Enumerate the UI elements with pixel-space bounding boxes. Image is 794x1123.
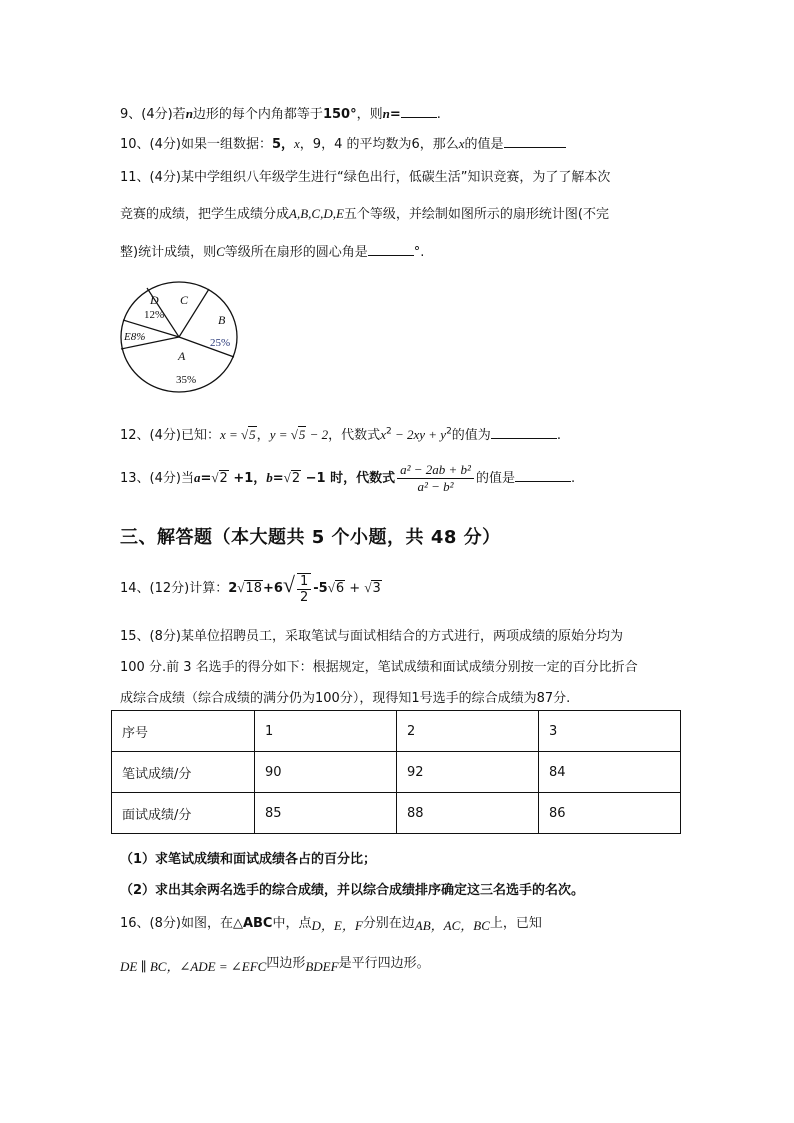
pie-label-a: A: [178, 349, 186, 363]
question-15-line3: [120, 687, 570, 706]
table-cell: 86: [538, 793, 680, 834]
answer-blank[interactable]: [504, 135, 566, 148]
answer-blank[interactable]: [491, 426, 557, 439]
pie-value-d: 12%: [144, 309, 165, 321]
q11-c: C: [216, 244, 225, 259]
question-9: [120, 103, 441, 122]
q14-m5: -5: [313, 581, 328, 596]
answer-blank[interactable]: [401, 105, 437, 118]
q12-comma: ，: [256, 428, 270, 443]
q16-mid: 中，点: [272, 916, 312, 931]
q13-prefix: 13、(4分)当: [120, 471, 194, 486]
question-13: 13、(4分)当a=√2 +1，b=√2 −1 时，代数式 $\frac{\text{a² − 2ab + b²}}{\text{a² − b²}}$ 的值是 .: [120, 462, 576, 494]
fraction-half: $\frac{1}{2}$: [297, 573, 311, 605]
q16-mid2: 分别在边: [362, 916, 415, 931]
question-10: [120, 133, 566, 152]
score-table: [111, 710, 681, 834]
question-15-line1: [120, 625, 623, 644]
q15-line3: 成综合成绩（综合成绩的满分仍为100分），现得知1号选手的综合成绩为87分.: [120, 691, 571, 706]
q13-eqa: =: [200, 471, 212, 486]
q16-bdef: BDEF: [305, 959, 339, 974]
question-11-line2: [120, 203, 609, 222]
pie-value-a: 35%: [176, 374, 197, 386]
q15-line2: 100 分.前 3 名选手的得分如下：根据规定，笔试成绩和面试成绩分别按一定的百分比折合: [120, 660, 638, 675]
sqrt-2b: √2: [283, 470, 301, 486]
sqrt-18: √18: [237, 580, 262, 596]
table-row: [112, 793, 681, 834]
q13-minus1: −1 时，代数式: [301, 471, 396, 486]
table-cell: 3: [538, 711, 680, 752]
sqrt-6: √6: [327, 580, 345, 596]
fraction: $\frac{\text{a² − 2ab + b²}}{\text{a² − b²}}$: [397, 462, 474, 495]
q15-sub1: （1）求笔试成绩和面试成绩各占的百分比；: [120, 852, 377, 867]
q10-nums: 5，: [271, 137, 295, 152]
table-cell: 90: [254, 752, 396, 793]
q16-pts: D，E，F: [311, 918, 363, 933]
question-15-line2: [120, 656, 638, 675]
q13-b: b: [266, 470, 273, 485]
question-15-sub1: [120, 848, 376, 867]
q13-plus1: +1，: [228, 471, 267, 486]
q12-x: x: [219, 427, 226, 442]
question-16-line1: [120, 912, 542, 931]
pie-label-c: C: [180, 293, 189, 307]
q14-prefix: 14、(12分)计算：: [120, 581, 229, 596]
question-15-sub2: [120, 879, 584, 898]
answer-blank[interactable]: [368, 243, 414, 256]
q12-eq1: =: [225, 427, 242, 442]
q16-sides: AB，AC，BC: [414, 918, 490, 933]
q16-quad: 四边形: [266, 956, 306, 971]
q10-x: x: [294, 136, 300, 151]
q16-tri: △ABC: [232, 916, 273, 931]
q9-n: n: [185, 106, 193, 121]
sqrt-2: √2: [211, 470, 228, 486]
q9-eq: =: [389, 107, 401, 122]
question-11-line3: [120, 241, 424, 260]
sqrt-5: √5: [241, 427, 256, 442]
q9-n2: n: [382, 106, 390, 121]
q16-cond: DE ∥ BC，∠ADE = ∠EFC: [120, 959, 267, 974]
q14-t1: 2: [228, 581, 238, 596]
question-14: 14、(12分)计算：2√18+6√ $\frac{1}{2}$ -5√6 + √3: [120, 572, 381, 605]
q10-x2: x: [458, 136, 465, 151]
q13-a: a: [193, 470, 201, 485]
q14-plus: +6: [262, 581, 283, 596]
q12-eq2: =: [275, 427, 291, 442]
table-cell: 88: [396, 793, 538, 834]
pie-label-b: B: [218, 313, 226, 327]
q12-mid: ，代数式: [328, 428, 381, 443]
q11-line1: 11、(4分)某中学组织八年级学生进行“绿色出行，低碳生活”知识竞赛，为了了解本次: [120, 170, 611, 185]
q14-plus2: +: [345, 581, 365, 596]
q13-eqb: =: [272, 471, 284, 486]
q12-expr: x: [380, 427, 386, 442]
q15-sub2: （2）求出其余两名选手的综合成绩，并以综合成绩排序确定这三名选手的名次。: [120, 883, 585, 898]
q9-prefix: 9、(4分)若: [120, 107, 186, 122]
q12-minus2: − 2: [306, 427, 329, 442]
q12-prefix: 12、(4分)已知：: [120, 428, 220, 443]
q11-line2b: 五个等级，并绘制如图所示的扇形统计图(不完: [343, 207, 609, 222]
q12-end: 的值为: [451, 428, 491, 443]
q11-grades: A,B,C,D,E: [289, 206, 344, 221]
pie-label-e: E8%: [124, 331, 146, 343]
table-cell: 85: [254, 793, 396, 834]
pie-value-b: 25%: [210, 337, 231, 349]
answer-blank[interactable]: [515, 469, 571, 482]
table-row: [112, 752, 681, 793]
q13-end: 的值是: [475, 471, 515, 486]
table-cell: 笔试成绩/分: [112, 752, 255, 793]
table-cell: 2: [396, 711, 538, 752]
q9-angle: 150°: [322, 107, 357, 122]
sqrt-5b: √5: [290, 427, 306, 442]
question-12: 12、(4分)已知：x = √5，y = √5 − 2，代数式$x^2 - 2xy + y^2$的值为 .: [120, 426, 561, 443]
q11-line3a: 整)统计成绩，则: [120, 245, 217, 260]
table-cell: 84: [538, 752, 680, 793]
q11-deg: °.: [413, 245, 425, 260]
table-cell: 序号: [112, 711, 255, 752]
pie-label-d: D: [150, 293, 159, 307]
q9-end: .: [436, 107, 441, 122]
q9-mid2: ，则: [356, 107, 383, 122]
pie-chart: [118, 280, 244, 396]
q16-end: 上，已知: [489, 916, 542, 931]
table-cell: 1: [254, 711, 396, 752]
q11-line2a: 竞赛的成绩，把学生成绩分成: [120, 207, 290, 222]
table-cell: 面试成绩/分: [112, 793, 255, 834]
q10-rest: ，9，4 的平均数为6，那么: [299, 137, 459, 152]
q10-end: 的值是: [464, 137, 504, 152]
q16-tail: 是平行四边形。: [338, 956, 430, 971]
table-row: [112, 711, 681, 752]
q9-mid: 边形的每个内角都等于: [192, 107, 323, 122]
question-16-line2: [120, 956, 430, 975]
q12-expr2: − 2xy + y: [391, 427, 447, 442]
sqrt-3: √3: [364, 580, 381, 596]
question-11-line1: [120, 166, 610, 185]
q16-prefix: 16、(8分)如图，在: [120, 916, 233, 931]
q12-y: y: [269, 427, 276, 442]
table-cell: 92: [396, 752, 538, 793]
section-heading: 三、解答题（本大题共 5 个小题，共 48 分）: [120, 527, 501, 548]
q11-line3b: 等级所在扇形的圆心角是: [224, 245, 368, 260]
q10-prefix: 10、(4分)如果一组数据：: [120, 137, 272, 152]
q15-line1: 15、(8分)某单位招聘员工，采取笔试与面试相结合的方式进行，两项成绩的原始分均为: [120, 629, 623, 644]
